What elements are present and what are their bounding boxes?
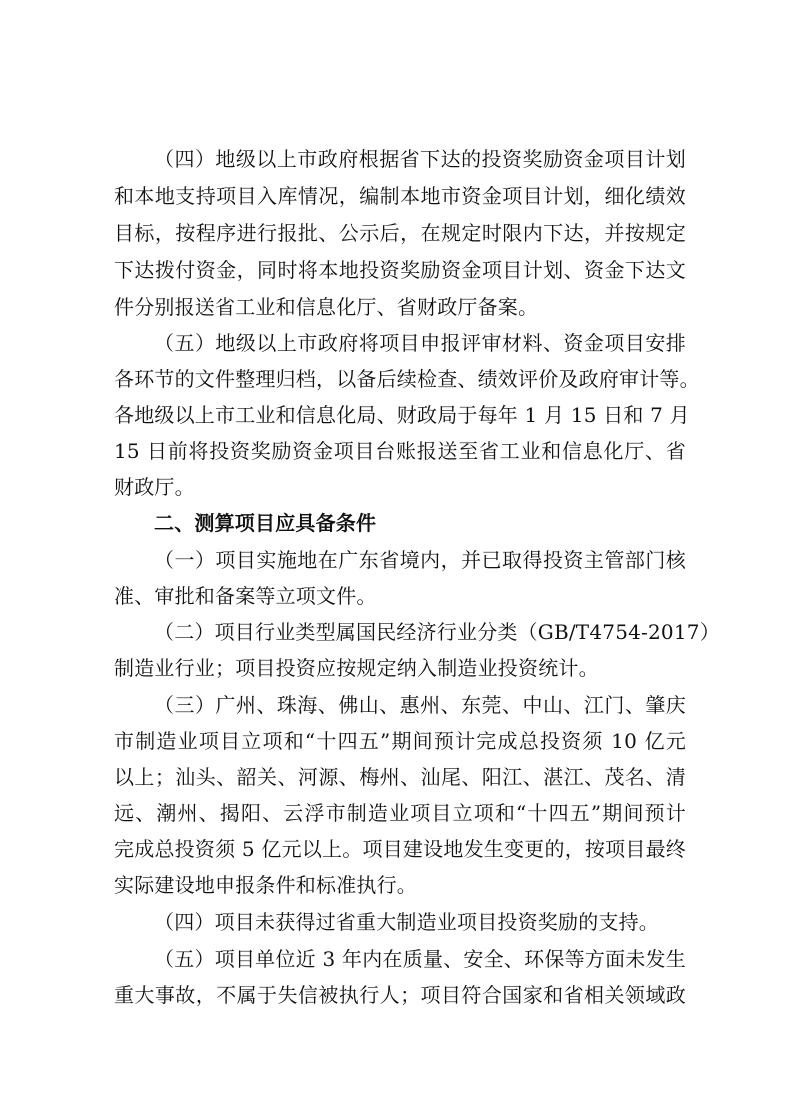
paragraph-4-line-3: 目标，按程序进行报批、公示后，在规定时限内下达，并按规定 (114, 221, 686, 245)
paragraph-5-line-3: 各地级以上市工业和信息化局、财政局于每年 1 月 15 日和 7 月 (114, 403, 690, 427)
condition-3-line-2: 市制造业项目立项和“十四五”期间预计完成总投资须 10 亿元 (114, 729, 686, 753)
condition-3-line-1: （三）广州、珠海、佛山、惠州、东莞、中山、江门、肇庆 (154, 693, 686, 717)
condition-3-line-6: 实际建设地申报条件和标准执行。 (114, 873, 417, 897)
condition-1-line-1: （一）项目实施地在广东省境内，并已取得投资主管部门核 (154, 548, 686, 572)
paragraph-4-line-5: 件分别报送省工业和信息化厅、省财政厅备案。 (114, 295, 539, 319)
paragraph-4-line-2: 和本地支持项目入库情况，编制本地市资金项目计划，细化绩效 (114, 184, 686, 208)
paragraph-5-line-2: 各环节的文件整理归档，以备后续检查、绩效评价及政府审计等。 (114, 367, 700, 391)
paragraph-5-line-5: 财政厅。 (114, 475, 195, 499)
section-heading-2: 二、测算项目应具备条件 (154, 511, 377, 535)
paragraph-5-line-4: 15 日前将投资奖励资金项目台账报送至省工业和信息化厅、省 (114, 439, 686, 463)
paragraph-4-line-4: 下达拨付资金，同时将本地投资奖励资金项目计划、资金下达文 (114, 258, 686, 282)
paragraph-4-line-1: （四）地级以上市政府根据省下达的投资奖励资金项目计划 (154, 147, 686, 171)
condition-3-line-5: 完成总投资须 5 亿元以上。项目建设地发生变更的，按项目最终 (114, 837, 686, 861)
condition-1-line-2: 准、审批和备案等立项文件。 (114, 584, 377, 608)
condition-2-line-1: （二）项目行业类型属国民经济行业分类（GB/T4754-2017） (154, 620, 720, 644)
condition-2-line-2: 制造业行业；项目投资应按规定纳入制造业投资统计。 (114, 656, 599, 680)
condition-3-line-3: 以上；汕头、韶关、河源、梅州、汕尾、阳江、湛江、茂名、清 (114, 765, 686, 789)
condition-5-line-2: 重大事故，不属于失信被执行人；项目符合国家和省相关领域政 (114, 983, 686, 1007)
condition-4-line-1: （四）项目未获得过省重大制造业项目投资奖励的支持。 (154, 910, 659, 934)
condition-3-line-4: 远、潮州、揭阳、云浮市制造业项目立项和“十四五”期间预计 (114, 801, 686, 825)
paragraph-5-line-1: （五）地级以上市政府将项目申报评审材料、资金项目安排 (154, 331, 686, 355)
condition-5-line-1: （五）项目单位近 3 年内在质量、安全、环保等方面未发生 (154, 947, 686, 971)
